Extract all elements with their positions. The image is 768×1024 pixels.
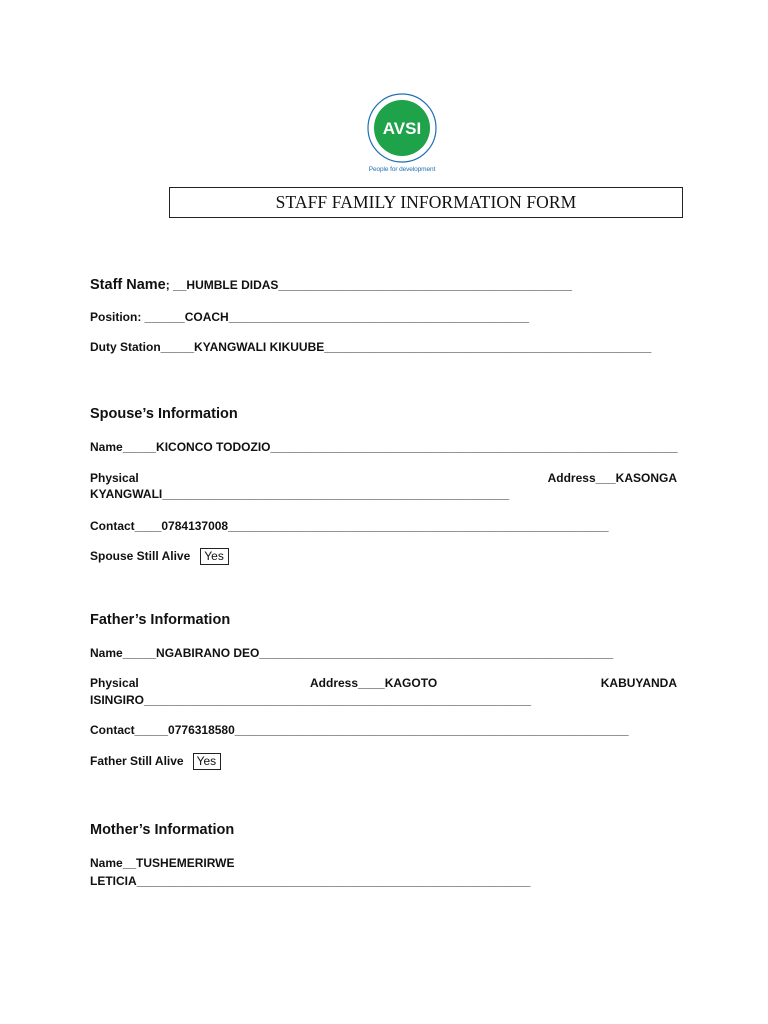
father-address-line [310,676,437,690]
position-label: Position: [90,310,145,324]
duty-station-value: _____KYANGWALI KIKUUBE_________________________________________________ [160,340,652,354]
father-address-label: Address [310,676,359,690]
logo-tagline: People for development [368,166,436,173]
spouse-alive-line [90,548,229,565]
father-address-cont: ISINGIRO__________________________________________________________ [90,693,532,707]
spouse-physical-label: Physical [90,471,139,485]
position-value: ______COACH_____________________________________________ [144,310,530,324]
father-address-value: ____KAGOTO [358,676,438,690]
father-alive-value: Yes [193,753,222,770]
father-heading: Father’s Information [90,612,231,628]
spouse-address-cont: KYANGWALI____________________________________________________ [90,487,510,501]
duty-station-label: Duty Station [90,340,161,354]
spouse-alive-label: Spouse Still Alive [90,549,191,563]
spouse-address-line [548,471,677,485]
spouse-contact-label: Contact [90,519,135,533]
mother-name-label: Name [90,856,123,870]
staff-name-line [90,278,572,292]
father-physical-label: Physical [90,676,139,690]
spouse-alive-value: Yes [200,548,229,565]
father-name-line [90,646,613,660]
spouse-contact-value: ____0784137008_________________________________________________________ [134,519,609,533]
spouse-address-value: ___KASONGA [595,471,677,485]
staff-name-label: Staff Name [90,277,166,293]
spouse-name-line [90,440,678,454]
form-title: STAFF FAMILY INFORMATION FORM [275,192,577,212]
mother-name-line [90,856,234,870]
spouse-address-label: Address [547,471,596,485]
spouse-contact-line [90,519,609,533]
mother-name-cont: LETICIA___________________________________________________________ [90,874,531,888]
mother-heading: Mother’s Information [90,822,235,838]
position-line [90,310,529,324]
father-alive-label: Father Still Alive [90,754,184,768]
mother-name-value: __TUSHEMERIRWE [122,856,235,870]
avsi-logo-mark [364,92,440,164]
father-contact-label: Contact [90,723,135,737]
staff-name-value: ; __HUMBLE DIDAS____________________________________________ [165,278,573,292]
father-contact-value: _____0776318580___________________________________________________________ [134,723,629,737]
duty-station-line [90,340,651,354]
avsi-logo [364,92,440,178]
father-contact-line [90,723,629,737]
spouse-name-value: _____KICONCO TODOZIO_____________________________________________________________ [122,440,678,454]
spouse-heading: Spouse’s Information [90,406,238,422]
logo-brand-text: AVSI [382,119,422,138]
form-title-box [169,187,683,218]
father-alive-line [90,753,221,770]
father-name-value: _____NGABIRANO DEO_____________________________________________________ [122,646,614,660]
spouse-name-label: Name [90,440,123,454]
father-address-right: KABUYANDA [600,676,677,690]
father-name-label: Name [90,646,123,660]
